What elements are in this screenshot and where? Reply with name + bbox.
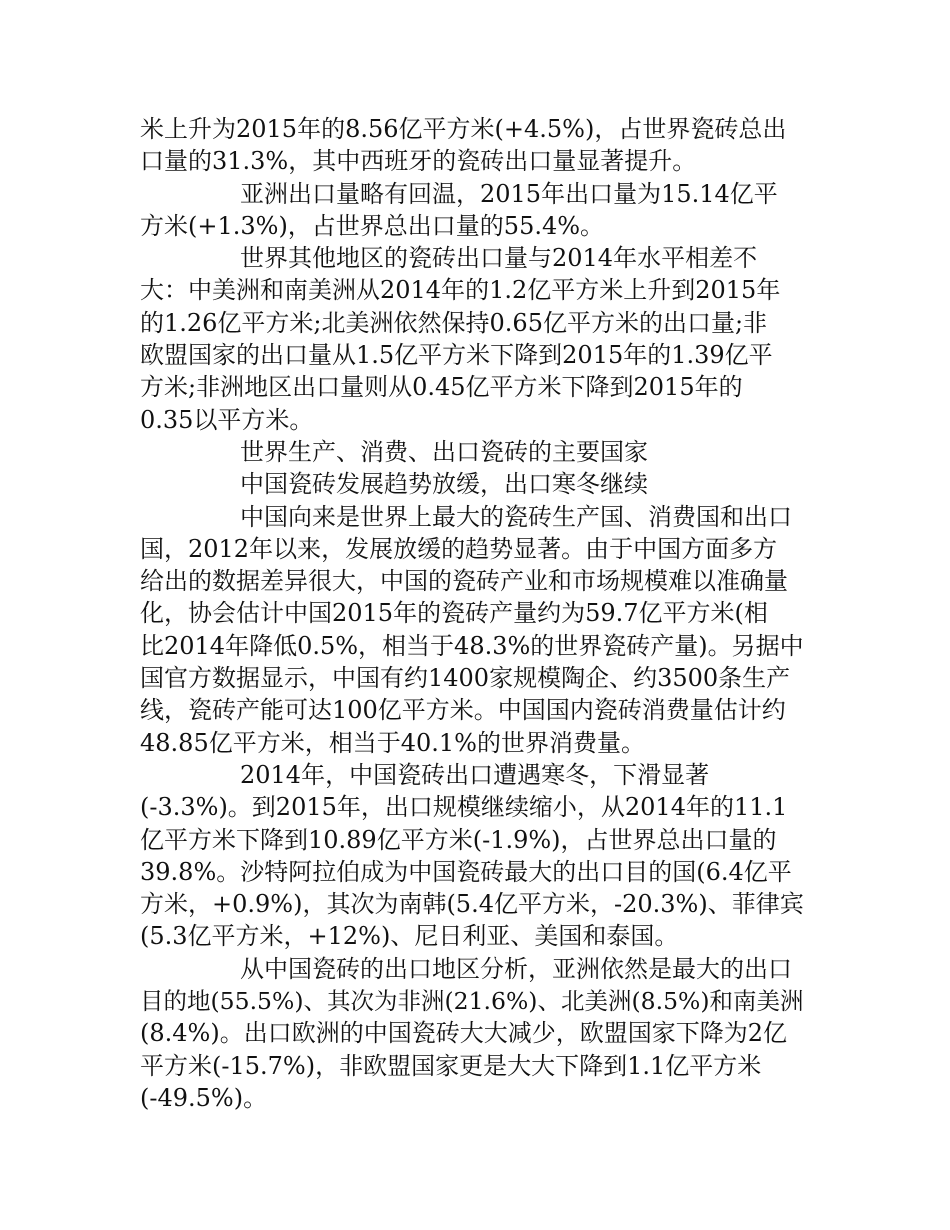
text-line: 目的地(55.5%)、其次为非洲(21.6%)、北美洲(8.5%)和南美洲	[140, 987, 804, 1016]
text-line: 化，协会估计中国2015年的瓷砖产量约为59.7亿平方米(相	[140, 599, 768, 628]
text-line: 48.85亿平方米，相当于40.1%的世界消费量。	[140, 728, 645, 757]
text-line: 比2014年降低0.5%，相当于48.3%的世界瓷砖产量)。另据中	[140, 631, 804, 660]
text-line: 的1.26亿平方米;北美洲依然保持0.65亿平方米的出口量;非	[140, 308, 768, 337]
text-line: 0.35以平方米。	[140, 405, 314, 434]
text-line: 亿平方米下降到10.89亿平方米(-1.9%)，占世界总出口量的	[140, 825, 777, 854]
text-line: 口量的31.3%，其中西班牙的瓷砖出口量显著提升。	[140, 147, 697, 176]
paragraph-first-line: 世界生产、消费、出口瓷砖的主要国家	[240, 437, 648, 466]
text-line: 国，2012年以来，发展放缓的趋势显著。由于中国方面多方	[140, 534, 778, 563]
paragraph-first-line: 亚洲出口量略有回温，2015年出口量为15.14亿平	[240, 179, 778, 208]
text-line: 线，瓷砖产能可达100亿平方米。中国国内瓷砖消费量估计约	[140, 696, 786, 725]
text-line: (8.4%)。出口欧洲的中国瓷砖大大减少，欧盟国家下降为2亿	[140, 1019, 787, 1048]
text-line: 平方米(-15.7%)，非欧盟国家更是大大下降到1.1亿平方米	[140, 1051, 762, 1080]
text-line: 方米;非洲地区出口量则从0.45亿平方米下降到2015年的	[140, 373, 743, 402]
text-line: (5.3亿平方米，+12%)、尼日利亚、美国和泰国。	[140, 922, 679, 951]
text-line: 39.8%。沙特阿拉伯成为中国瓷砖最大的出口目的国(6.4亿平	[140, 857, 792, 886]
text-line: 欧盟国家的出口量从1.5亿平方米下降到2015年的1.39亿平	[140, 341, 773, 370]
paragraph-first-line: 从中国瓷砖的出口地区分析，亚洲依然是最大的出口	[240, 954, 792, 983]
document-body	[140, 113, 815, 1114]
paragraph-first-line: 中国瓷砖发展趋势放缓，出口寒冬继续	[240, 470, 648, 499]
text-line: 方米(+1.3%)，占世界总出口量的55.4%。	[140, 211, 605, 240]
text-line: (-3.3%)。到2015年，出口规模继续缩小，从2014年的11.1	[140, 793, 788, 822]
text-line: 方米，+0.9%)，其次为南韩(5.4亿平方米，-20.3%)、菲律宾	[140, 890, 804, 919]
paragraph-first-line: 2014年，中国瓷砖出口遭遇寒冬，下滑显著	[240, 760, 710, 789]
text-line: 国官方数据显示，中国有约1400家规模陶企、约3500条生产	[140, 664, 791, 693]
text-line: (-49.5%)。	[140, 1083, 268, 1112]
text-line: 给出的数据差异很大，中国的瓷砖产业和市场规模难以准确量	[140, 567, 788, 596]
paragraph-first-line: 世界其他地区的瓷砖出口量与2014年水平相差不	[240, 244, 758, 273]
text-line: 米上升为2015年的8.56亿平方米(+4.5%)，占世界瓷砖总出	[140, 115, 787, 143]
text-line: 大：中美洲和南美洲从2014年的1.2亿平方米上升到2015年	[140, 276, 781, 305]
paragraph-first-line: 中国向来是世界上最大的瓷砖生产国、消费国和出口	[240, 502, 792, 531]
